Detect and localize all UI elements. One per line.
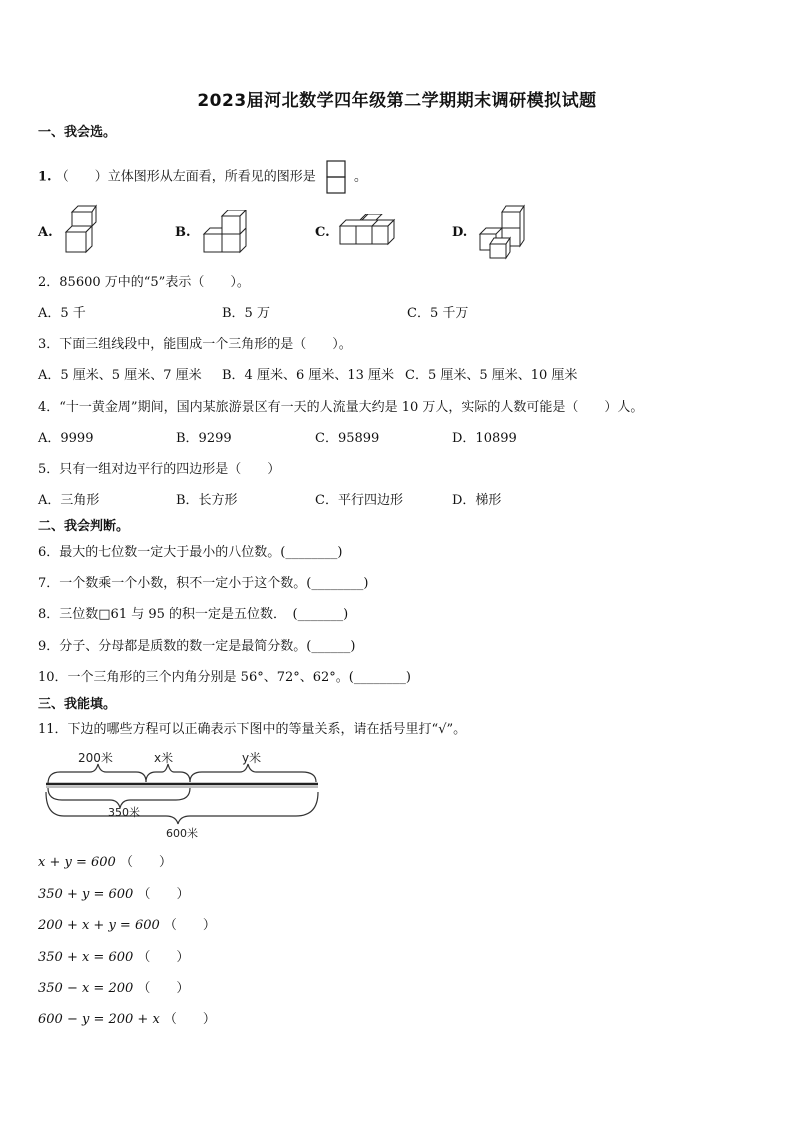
q1-option-d-label: D.: [452, 225, 468, 240]
q3-option-b: B．4 厘米、6 厘米、13 厘米: [222, 368, 395, 383]
q3-option-c: C．5 厘米、5 厘米、10 厘米: [405, 368, 578, 383]
q2-option-a: A．5 千: [38, 306, 86, 321]
section-choice-heading: 一、我会选。: [38, 125, 117, 140]
q5-option-c: C．平行四边形: [315, 493, 403, 508]
equation-6: 600 − y = 200 + x （ ）: [38, 1012, 216, 1027]
brace-y: [190, 764, 316, 782]
question-1-end: 。: [354, 169, 368, 185]
q1-option-c-cubes: [338, 214, 400, 246]
question-5-text: 5．只有一组对边平行的四边形是（ ）: [38, 462, 281, 477]
question-1: [38, 160, 367, 194]
q5-option-b: B．长方形: [176, 493, 238, 508]
q5-option-a: A．三角形: [38, 493, 100, 508]
label-600: 600米: [166, 827, 198, 840]
q1-option-a-label: A.: [38, 225, 53, 240]
q1-option-d-cubes: [476, 204, 528, 260]
q4-option-a: A．9999: [38, 431, 94, 446]
label-350: 350米: [108, 806, 140, 819]
label-x: x米: [154, 751, 174, 765]
section-judge-heading: 二、我会判断。: [38, 519, 130, 534]
question-9-text: 9．分子、分母都是质数的数一定是最简分数。(______): [38, 639, 356, 654]
left-view-figure: [326, 160, 346, 194]
section-fill-heading: 三、我能填。: [38, 697, 117, 712]
q2-option-c: C．5 千万: [407, 306, 469, 321]
q1-option-b-cubes: [202, 210, 250, 254]
q4-option-b: B．9299: [176, 431, 232, 446]
equation-3: 200 + x + y = 600 （ ）: [38, 918, 216, 933]
question-2-text: 2．85600 万中的“5”表示（ ）。: [38, 275, 250, 290]
equation-4: 350 + x = 600 （ ）: [38, 950, 190, 965]
brace-600: [46, 792, 318, 824]
q1-option-c-label: C.: [315, 225, 330, 240]
question-11-text: 11．下边的哪些方程可以正确表示下图中的等量关系，请在括号里打“√”。: [38, 722, 467, 737]
brace-x: [146, 764, 190, 782]
q3-option-a: A．5 厘米、5 厘米、7 厘米: [38, 368, 202, 383]
segment-diagram: [40, 744, 330, 840]
page-title: 2023届河北数学四年级第二学期期末调研模拟试题: [197, 91, 597, 111]
question-1-text: （ ）立体图形从左面看，所看见的图形是: [55, 169, 316, 185]
equation-2: 350 + y = 600 （ ）: [38, 887, 190, 902]
equation-5: 350 − x = 200 （ ）: [38, 981, 190, 996]
q4-option-d: D．10899: [452, 431, 517, 446]
equation-1: x + y = 600 （ ）: [38, 855, 172, 870]
question-6-text: 6．最大的七位数一定大于最小的八位数。(________): [38, 545, 343, 560]
question-8-text: 8．三位数□61 与 95 的积一定是五位数． (_______): [38, 607, 349, 622]
q5-option-d: D．梯形: [452, 493, 502, 508]
q1-option-b-label: B.: [175, 225, 191, 240]
label-y: y米: [242, 751, 262, 765]
brace-350: [48, 788, 190, 808]
question-3-text: 3．下面三组线段中，能围成一个三角形的是（ ）。: [38, 337, 352, 352]
q2-option-b: B．5 万: [222, 306, 270, 321]
label-200: 200米: [78, 751, 113, 765]
question-7-text: 7．一个数乘一个小数，积不一定小于这个数。(________): [38, 576, 369, 591]
question-4-text: 4．“十一黄金周”期间，国内某旅游景区有一天的人流量大约是 10 万人，实际的人数可能是（ ）人。: [38, 400, 644, 415]
brace-200: [48, 764, 146, 784]
q4-option-c: C．95899: [315, 431, 380, 446]
q1-option-a-cubes: [62, 204, 98, 254]
question-1-number: 1.: [38, 169, 52, 185]
question-10-text: 10．一个三角形的三个内角分别是 56°、72°、62°。(________): [38, 670, 411, 685]
